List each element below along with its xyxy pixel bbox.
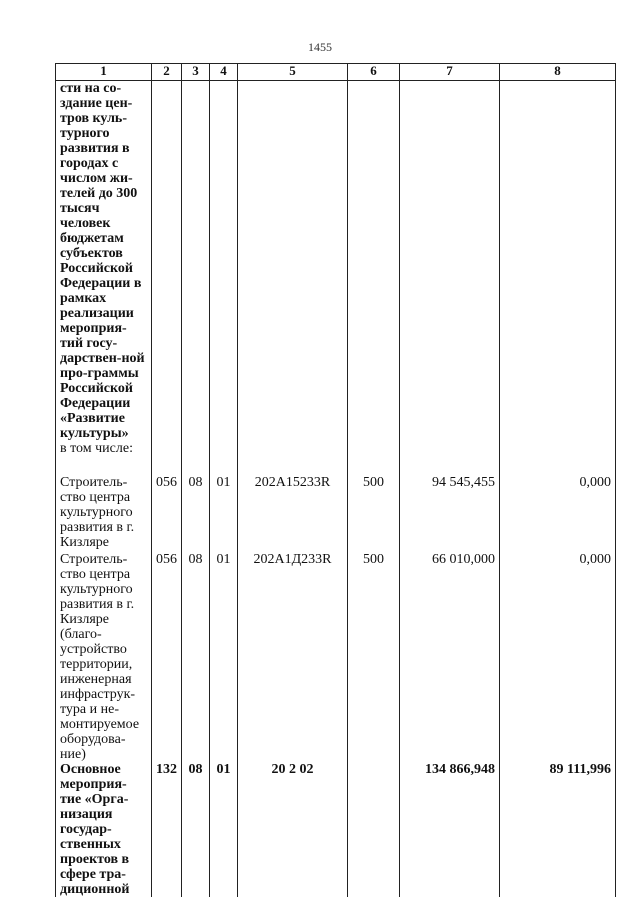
ministry-code: 132 xyxy=(152,762,182,897)
subsection-code: 01 xyxy=(210,762,238,897)
budget-table xyxy=(55,63,616,897)
row-description: Строитель-ство центра культурного развития в г. Кизляре (благо-устройство территории, инженерная инфраструк-тура и не-монтируемое оборудова-ние) xyxy=(56,550,152,762)
column-header-4: 4 xyxy=(210,64,238,81)
page-number: 1455 xyxy=(308,40,332,54)
empty-cell xyxy=(210,441,238,473)
empty-cell xyxy=(400,81,500,442)
subsection-code: 01 xyxy=(210,550,238,762)
empty-cell xyxy=(348,81,400,442)
empty-cell xyxy=(348,441,400,473)
amount-year-1: 94 545,455 xyxy=(400,473,500,550)
table-row xyxy=(56,441,616,473)
column-header-3: 3 xyxy=(182,64,210,81)
ministry-code: 056 xyxy=(152,550,182,762)
section-code: 08 xyxy=(182,473,210,550)
table-row xyxy=(56,762,616,897)
empty-cell xyxy=(238,441,348,473)
empty-cell xyxy=(210,81,238,442)
row-description: сти на со-здание цен-тров куль-турного развития в городах с числом жи-телей до 300 тысяч человек бюджетам субъектов Российской Федерации в рамках реализации мероприя-тий госу-дарствен-ной про-граммы Российской Федерации «Развитие культуры» xyxy=(56,81,152,442)
empty-cell xyxy=(238,81,348,442)
table-row xyxy=(56,81,616,442)
column-header-8: 8 xyxy=(500,64,616,81)
empty-cell xyxy=(152,441,182,473)
empty-cell xyxy=(152,81,182,442)
column-header-2: 2 xyxy=(152,64,182,81)
table-row xyxy=(56,550,616,762)
column-header-7: 7 xyxy=(400,64,500,81)
empty-cell xyxy=(500,441,616,473)
column-header-5: 5 xyxy=(238,64,348,81)
empty-cell xyxy=(182,441,210,473)
section-code: 08 xyxy=(182,762,210,897)
empty-cell xyxy=(400,441,500,473)
target-article-code: 202А15233R xyxy=(238,473,348,550)
expense-type-code: 500 xyxy=(348,473,400,550)
amount-year-2: 0,000 xyxy=(500,473,616,550)
amount-year-2: 89 111,996 xyxy=(500,762,616,897)
amount-year-1: 66 010,000 xyxy=(400,550,500,762)
expense-type-code: 500 xyxy=(348,550,400,762)
target-article-code: 20 2 02 xyxy=(238,762,348,897)
section-code: 08 xyxy=(182,550,210,762)
empty-cell xyxy=(500,81,616,442)
amount-year-2: 0,000 xyxy=(500,550,616,762)
table-row xyxy=(56,473,616,550)
row-description: Основное мероприя-тие «Орга-низация государ-ственных проектов в сфере тра-диционной xyxy=(56,762,152,897)
header-row xyxy=(56,64,616,81)
amount-year-1: 134 866,948 xyxy=(400,762,500,897)
row-description: Строитель-ство центра культурного развития в г. Кизляре xyxy=(56,473,152,550)
subsection-code: 01 xyxy=(210,473,238,550)
column-header-1: 1 xyxy=(56,64,152,81)
target-article-code: 202А1Д233R xyxy=(238,550,348,762)
ministry-code: 056 xyxy=(152,473,182,550)
row-description: в том числе: xyxy=(56,441,152,473)
expense-type-code xyxy=(348,762,400,897)
empty-cell xyxy=(182,81,210,442)
column-header-6: 6 xyxy=(348,64,400,81)
